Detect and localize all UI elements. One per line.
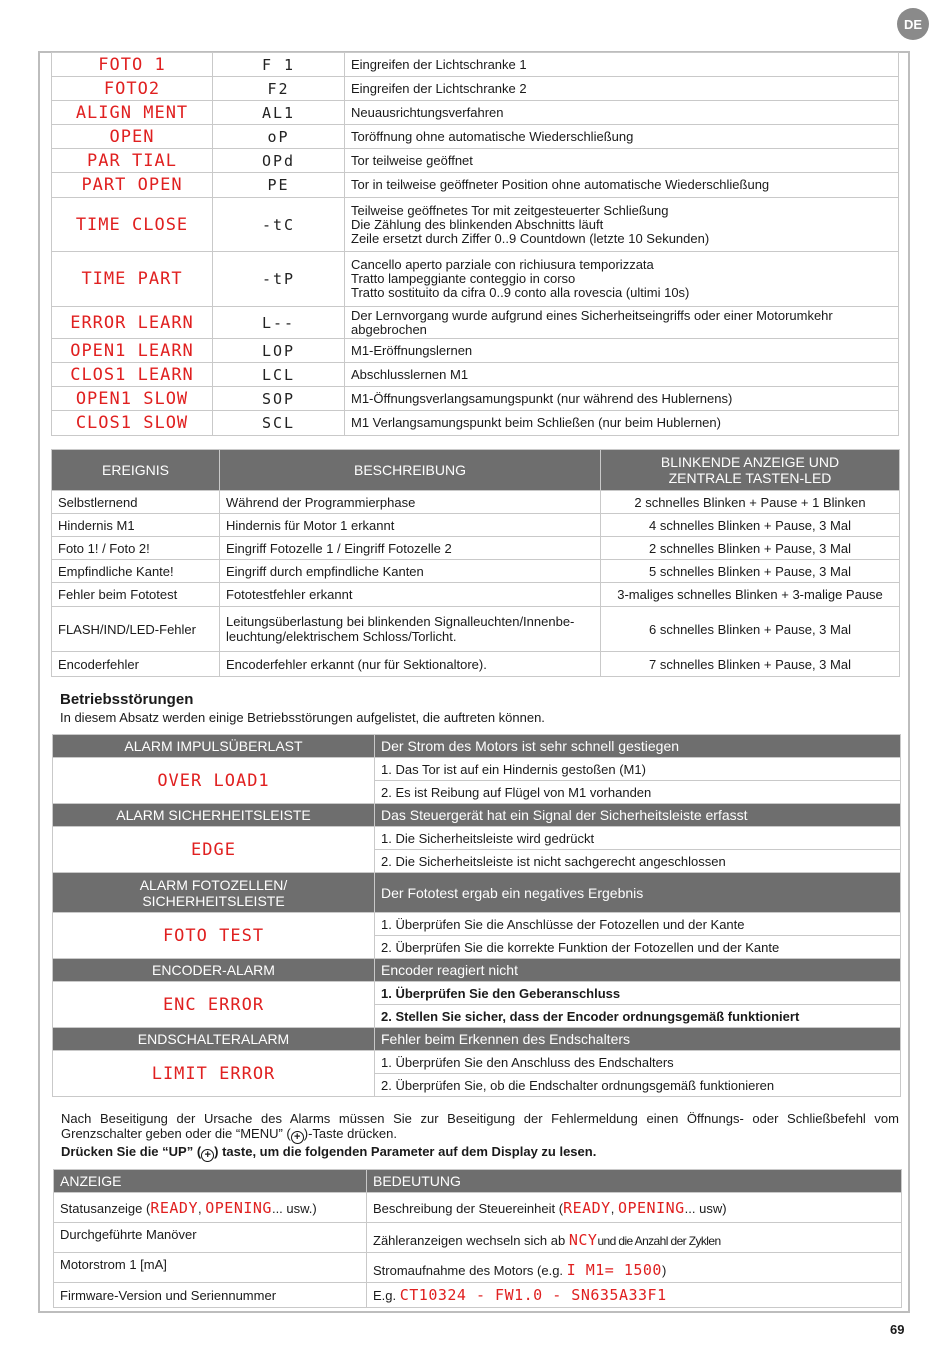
display-code-description: M1-Öffnungsverlangsamungspunkt (nur während des Hublernens) [345, 387, 899, 411]
page-number: 69 [890, 1322, 905, 1337]
display-code-row [52, 411, 899, 436]
param-maneuvers-meaning: Zähleranzeigen wechseln sich ab NCYund die Anzahl der Zyklen [367, 1223, 902, 1253]
display-code-row [52, 363, 899, 387]
alarm-summary: Der Strom des Motors ist sehr schnell gestiegen [375, 735, 901, 758]
display-code: LOP [213, 339, 345, 363]
alarm-header-row [53, 873, 901, 913]
lcd-message: PART OPEN [52, 173, 213, 198]
event-blink-pattern: 5 schnelles Blinken + Pause, 3 Mal [601, 560, 900, 583]
lcd-message: CLOS1 SLOW [52, 411, 213, 436]
display-code-description: Teilweise geöffnetes Tor mit zeitgesteuerter Schließung Die Zählung des blinkenden Abschnitts läuft Zeile ersetzt durch Ziffer 0..9 Countdown (letzte 10 Sekunden) [345, 198, 899, 252]
alarm-item-row [53, 913, 901, 936]
event-blink-pattern: 2 schnelles Blinken + Pause + 1 Blinken [601, 491, 900, 514]
display-code-description: M1 Verlangsamungspunkt beim Schließen (nur beim Hublernen) [345, 411, 899, 436]
event-blink-pattern: 7 schnelles Blinken + Pause, 3 Mal [601, 652, 900, 677]
params-header-display: ANZEIGE [54, 1170, 367, 1193]
section-subtitle: In diesem Absatz werden einige Betriebsstörungen aufgelistet, die auftreten können. [60, 710, 545, 725]
alarm-check-item: 1. Überprüfen Sie den Geberanschluss [375, 982, 901, 1005]
events-table [51, 449, 900, 677]
display-code: L-- [213, 307, 345, 339]
lcd-message: TIME CLOSE [52, 198, 213, 252]
param-firmware-meaning: E.g. CT10324 - FW1.0 - SN635A33F1 [367, 1283, 902, 1308]
alarm-check-item: 1. Überprüfen Sie die Anschlüsse der Fotozellen und der Kante [375, 913, 901, 936]
display-code-row [52, 307, 899, 339]
event-blink-pattern: 4 schnelles Blinken + Pause, 3 Mal [601, 514, 900, 537]
event-description: Leitungsüberlastung bei blinkenden Signalleuchten/Innenbe- leuchtung/elektrischem Schloss/Torlicht. [220, 607, 601, 652]
display-code-description: Der Lernvorgang wurde aufgrund eines Sicherheitseingriffs oder einer Motorumkehr abgebrochen [345, 307, 899, 339]
event-name: FLASH/IND/LED-Fehler [52, 607, 220, 652]
alarm-summary: Fehler beim Erkennen des Endschalters [375, 1028, 901, 1051]
display-code-row [52, 125, 899, 149]
lcd-ncy: NCY [568, 1231, 598, 1249]
display-code: PE [213, 173, 345, 198]
lcd-message: CLOS1 LEARN [52, 363, 213, 387]
alarm-check-item: 2. Überprüfen Sie die korrekte Funktion der Fotozellen und der Kante [375, 936, 901, 959]
param-current-meaning: Stromaufnahme des Motors (e.g. I M1= 1500) [367, 1253, 902, 1283]
alarm-check-item: 1. Die Sicherheitsleiste wird gedrückt [375, 827, 901, 850]
lcd-message: OPEN1 LEARN [52, 339, 213, 363]
lcd-current: I M1= 1500 [566, 1261, 662, 1279]
alarm-item-row [53, 982, 901, 1005]
lcd-message: ERROR LEARN [52, 307, 213, 339]
display-code: SCL [213, 411, 345, 436]
note-line-2: Grenzschalter geben oder die “MENU” ( + )-Taste drücken. [61, 1126, 397, 1143]
display-code-row [52, 252, 899, 307]
param-maneuvers-label: Durchgeführte Manöver [54, 1223, 367, 1253]
alarm-item-row [53, 827, 901, 850]
display-code-row [52, 101, 899, 125]
display-code-description: Toröffnung ohne automatische Wiederschließung [345, 125, 899, 149]
lcd-ready: READY [150, 1198, 198, 1217]
event-row [52, 607, 900, 652]
display-code: OPd [213, 149, 345, 173]
events-header-description: BESCHREIBUNG [220, 450, 601, 491]
lcd-message: OPEN [52, 125, 213, 149]
display-code-row [52, 198, 899, 252]
alarm-name: ENCODER-ALARM [53, 959, 375, 982]
events-header-blink: BLINKENDE ANZEIGE UND ZENTRALE TASTEN-LED [601, 450, 900, 491]
display-code-description: Tor in teilweise geöffneter Position ohne automatische Wiederschließung [345, 173, 899, 198]
event-description: Eingriff Fotozelle 1 / Eingriff Fotozelle 2 [220, 537, 601, 560]
alarm-lcd-message: EDGE [53, 827, 375, 873]
alarm-check-item: 1. Das Tor ist auf ein Hindernis gestoßen (M1) [375, 758, 901, 781]
event-description: Fototestfehler erkannt [220, 583, 601, 607]
menu-button-icon: + [291, 1131, 304, 1144]
alarm-lcd-message: OVER LOAD1 [53, 758, 375, 804]
param-status-meaning: Beschreibung der Steuereinheit (READY, OPENING... usw) [367, 1193, 902, 1223]
alarm-summary: Encoder reagiert nicht [375, 959, 901, 982]
event-name: Selbstlernend [52, 491, 220, 514]
event-name: Foto 1! / Foto 2! [52, 537, 220, 560]
event-row [52, 514, 900, 537]
display-code-row [52, 173, 899, 198]
event-row [52, 537, 900, 560]
display-code: AL1 [213, 101, 345, 125]
event-description: Encoderfehler erkannt (nur für Sektionaltore). [220, 652, 601, 677]
display-code-description: Cancello aperto parziale con richiusura temporizzata Tratto lampeggiante conteggio in corso Tratto sostituito da cifra 0..9 conto alla rovescia (ultimi 10s) [345, 252, 899, 307]
display-code-row [52, 149, 899, 173]
alarm-check-item: 2. Stellen Sie sicher, dass der Encoder ordnungsgemäß funktioniert [375, 1005, 901, 1028]
display-code: -tC [213, 198, 345, 252]
display-code: SOP [213, 387, 345, 411]
event-name: Empfindliche Kante! [52, 560, 220, 583]
event-description: Eingriff durch empfindliche Kanten [220, 560, 601, 583]
alarm-lcd-message: ENC ERROR [53, 982, 375, 1028]
note-line-1: Nach Beseitigung der Ursache des Alarms müssen Sie zur Beseitigung der Fehlermeldung einen Öffnungs- oder Schließbefehl vom [61, 1111, 899, 1126]
lcd-message: OPEN1 SLOW [52, 387, 213, 411]
param-current-label: Motorstrom 1 [mA] [54, 1253, 367, 1283]
display-code: -tP [213, 252, 345, 307]
lcd-message: ALIGN MENT [52, 101, 213, 125]
event-blink-pattern: 3-maliges schnelles Blinken + 3-malige Pause [601, 583, 900, 607]
display-code-row [52, 53, 899, 77]
up-button-icon: + [201, 1149, 214, 1162]
lcd-message: PAR TIAL [52, 149, 213, 173]
events-header-event: EREIGNIS [52, 450, 220, 491]
display-code: F 1 [213, 53, 345, 77]
alarm-header-row [53, 804, 901, 827]
display-code: oP [213, 125, 345, 149]
lcd-message: TIME PART [52, 252, 213, 307]
lcd-message: FOTO 1 [52, 53, 213, 77]
display-code-row [52, 339, 899, 363]
section-title: Betriebsstörungen [60, 691, 194, 708]
lcd-firmware: CT10324 - FW1.0 - SN635A33F1 [399, 1286, 667, 1304]
event-name: Fehler beim Fototest [52, 583, 220, 607]
alarm-name: ALARM SICHERHEITSLEISTE [53, 804, 375, 827]
event-name: Encoderfehler [52, 652, 220, 677]
display-code-description: Abschlusslernen M1 [345, 363, 899, 387]
alarm-lcd-message: LIMIT ERROR [53, 1051, 375, 1097]
param-firmware-label: Firmware-Version und Seriennummer [54, 1283, 367, 1308]
event-blink-pattern: 2 schnelles Blinken + Pause, 3 Mal [601, 537, 900, 560]
display-code-description: Eingreifen der Lichtschranke 2 [345, 77, 899, 101]
alarm-summary: Der Fototest ergab ein negatives Ergebnis [375, 873, 901, 913]
display-code-description: Eingreifen der Lichtschranke 1 [345, 53, 899, 77]
display-code: LCL [213, 363, 345, 387]
alarm-check-item: 2. Es ist Reibung auf Flügel von M1 vorhanden [375, 781, 901, 804]
event-blink-pattern: 6 schnelles Blinken + Pause, 3 Mal [601, 607, 900, 652]
note-line-3: Drücken Sie die “UP” ( + ) taste, um die folgenden Parameter auf dem Display zu lesen. [61, 1144, 597, 1161]
display-code: F2 [213, 77, 345, 101]
display-code-description: Tor teilweise geöffnet [345, 149, 899, 173]
event-row [52, 560, 900, 583]
display-params-table [53, 1169, 902, 1308]
alarm-check-item: 1. Überprüfen Sie den Anschluss des Endschalters [375, 1051, 901, 1074]
param-status-label: Statusanzeige (READY, OPENING... usw.) [54, 1193, 367, 1223]
language-badge: DE [897, 8, 929, 40]
alarm-name: ALARM IMPULSÜBERLAST [53, 735, 375, 758]
params-header-meaning: BEDEUTUNG [367, 1170, 902, 1193]
alarm-item-row [53, 758, 901, 781]
alarm-header-row [53, 735, 901, 758]
event-row [52, 583, 900, 607]
alarm-header-row [53, 1028, 901, 1051]
alarm-header-row [53, 959, 901, 982]
alarm-check-item: 2. Überprüfen Sie, ob die Endschalter ordnungsgemäß funktionieren [375, 1074, 901, 1097]
alarm-name: ALARM FOTOZELLEN/ SICHERHEITSLEISTE [53, 873, 375, 913]
lcd-opening: OPENING [205, 1198, 272, 1217]
event-description: Während der Programmierphase [220, 491, 601, 514]
alarms-table [52, 734, 901, 1097]
display-code-description: M1-Eröffnungslernen [345, 339, 899, 363]
display-code-row [52, 387, 899, 411]
alarm-name: ENDSCHALTERALARM [53, 1028, 375, 1051]
display-code-description: Neuausrichtungsverfahren [345, 101, 899, 125]
alarm-item-row [53, 1051, 901, 1074]
alarm-lcd-message: FOTO TEST [53, 913, 375, 959]
display-codes-table [51, 52, 899, 436]
lcd-message: FOTO2 [52, 77, 213, 101]
event-name: Hindernis M1 [52, 514, 220, 537]
alarm-summary: Das Steuergerät hat ein Signal der Sicherheitsleiste erfasst [375, 804, 901, 827]
display-code-row [52, 77, 899, 101]
event-description: Hindernis für Motor 1 erkannt [220, 514, 601, 537]
alarm-check-item: 2. Die Sicherheitsleiste ist nicht sachgerecht angeschlossen [375, 850, 901, 873]
notes [61, 1111, 899, 1162]
event-row [52, 652, 900, 677]
event-row [52, 491, 900, 514]
